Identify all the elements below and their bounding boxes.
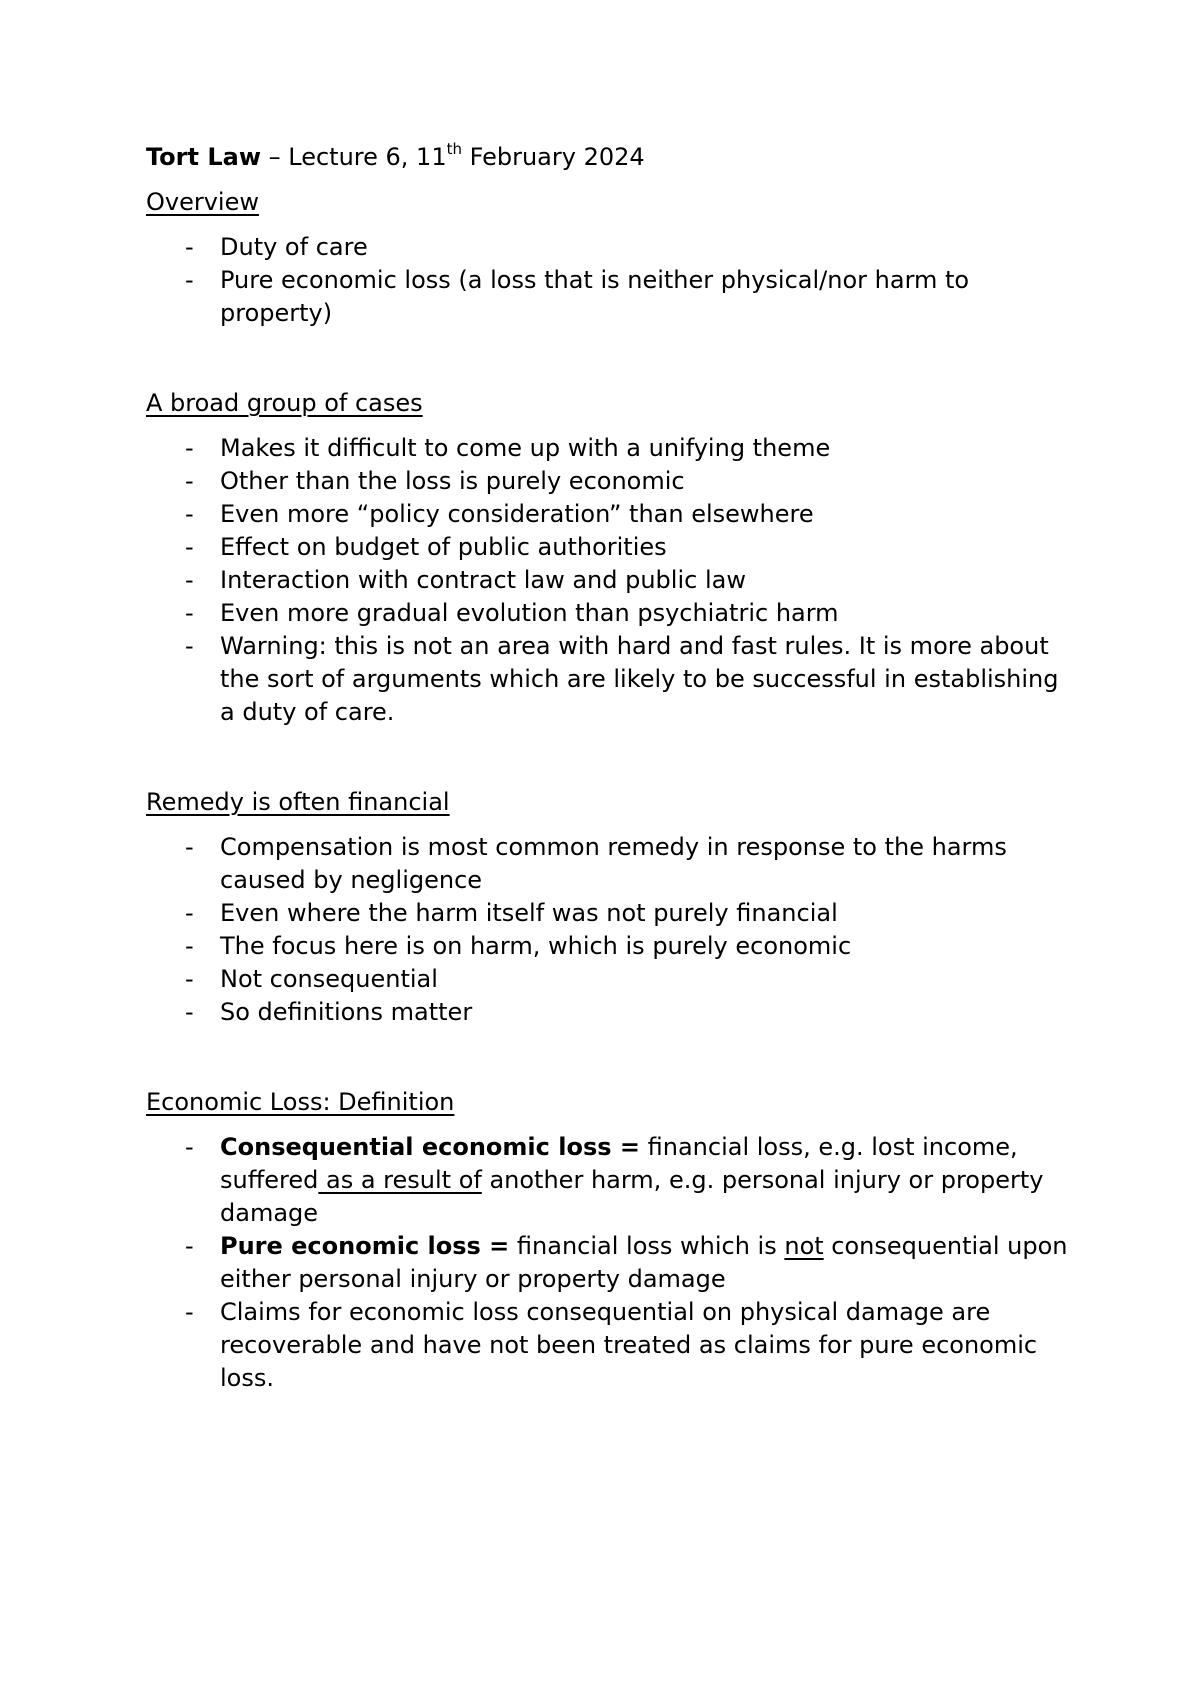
underlined-phrase: as a result of <box>318 1166 482 1194</box>
list-item-text: Effect on budget of public authorities <box>220 533 667 561</box>
list-item <box>146 630 1076 729</box>
dash-bullet: - <box>185 233 194 261</box>
list-item-text: Interaction with contract law and public law <box>220 566 746 594</box>
list-item <box>146 1296 1076 1395</box>
list-item-text: financial loss, e.g. lost income, suffered <box>220 1133 1018 1194</box>
dash-bullet: - <box>185 1232 194 1260</box>
section-definition <box>146 1086 1076 1395</box>
section-overview <box>146 186 1076 330</box>
dash-bullet: - <box>185 467 194 495</box>
list-item-text: Even where the harm itself was not purely financial <box>220 899 838 927</box>
list-item-text: Claims for economic loss consequential on physical damage are recoverable and have not been treated as claims for pure economic loss. <box>220 1298 1038 1392</box>
dash-bullet: - <box>185 932 194 960</box>
dash-bullet: - <box>185 533 194 561</box>
list-item-text: Even more gradual evolution than psychiatric harm <box>220 599 839 627</box>
bullet-list <box>146 231 1076 330</box>
dash-bullet: - <box>185 632 194 660</box>
list-item-text: The focus here is on harm, which is purely economic <box>220 932 852 960</box>
section-remedy <box>146 786 1076 1029</box>
bullet-list <box>146 1131 1076 1395</box>
dash-bullet: - <box>185 566 194 594</box>
section-broad-group <box>146 387 1076 729</box>
list-item <box>146 1131 1076 1230</box>
dash-bullet: - <box>185 965 194 993</box>
list-item-text: So definitions matter <box>220 998 473 1026</box>
dash-bullet: - <box>185 266 194 294</box>
dash-bullet: - <box>185 500 194 528</box>
section-heading: A broad group of cases <box>146 389 423 417</box>
list-item-text: Pure economic loss (a loss that is neither physical/nor harm to property) <box>220 266 970 327</box>
list-item-text: Not consequential <box>220 965 438 993</box>
title-subject: Tort Law <box>146 143 261 171</box>
list-item <box>146 264 1076 330</box>
dash-bullet: - <box>185 998 194 1026</box>
list-item-text: consequential upon either personal injury or property damage <box>220 1232 1068 1293</box>
section-heading: Remedy is often financial <box>146 788 450 816</box>
term-bold: Pure economic loss = <box>220 1232 510 1260</box>
section-heading: Economic Loss: Definition <box>146 1088 455 1116</box>
list-item-text: financial loss which is <box>509 1232 785 1260</box>
list-item-text: another harm, e.g. personal injury or property damage <box>220 1166 1044 1227</box>
list-item <box>146 897 1076 930</box>
bullet-list <box>146 831 1076 1029</box>
list-item <box>146 831 1076 897</box>
page-title <box>146 141 1076 174</box>
list-item <box>146 498 1076 531</box>
dash-bullet: - <box>185 434 194 462</box>
list-item-text: Warning: this is not an area with hard and fast rules. It is more about the sort of arguments which are likely to be successful in establishing a duty of care. <box>220 632 1059 726</box>
list-item <box>146 996 1076 1029</box>
bullet-list <box>146 432 1076 729</box>
list-item-text: Duty of care <box>220 233 368 261</box>
underlined-phrase: not <box>784 1232 824 1260</box>
list-item <box>146 963 1076 996</box>
list-item <box>146 597 1076 630</box>
title-superscript: th <box>446 140 462 158</box>
document-page <box>146 141 1076 1395</box>
list-item <box>146 231 1076 264</box>
list-item-text: Even more “policy consideration” than elsewhere <box>220 500 814 528</box>
list-item <box>146 930 1076 963</box>
dash-bullet: - <box>185 833 194 861</box>
list-item-text: Other than the loss is purely economic <box>220 467 685 495</box>
list-item-text: Makes it difficult to come up with a unifying theme <box>220 434 831 462</box>
list-item <box>146 1230 1076 1296</box>
title-date: February 2024 <box>461 143 645 171</box>
dash-bullet: - <box>185 899 194 927</box>
list-item <box>146 564 1076 597</box>
dash-bullet: - <box>185 1298 194 1326</box>
title-lecture: – Lecture 6, 11 <box>261 143 447 171</box>
list-item <box>146 465 1076 498</box>
dash-bullet: - <box>185 599 194 627</box>
list-item-text: Compensation is most common remedy in response to the harms caused by negligence <box>220 833 1007 894</box>
term-bold: Consequential economic loss = <box>220 1133 640 1161</box>
list-item <box>146 531 1076 564</box>
section-heading: Overview <box>146 188 259 216</box>
dash-bullet: - <box>185 1133 194 1161</box>
list-item <box>146 432 1076 465</box>
